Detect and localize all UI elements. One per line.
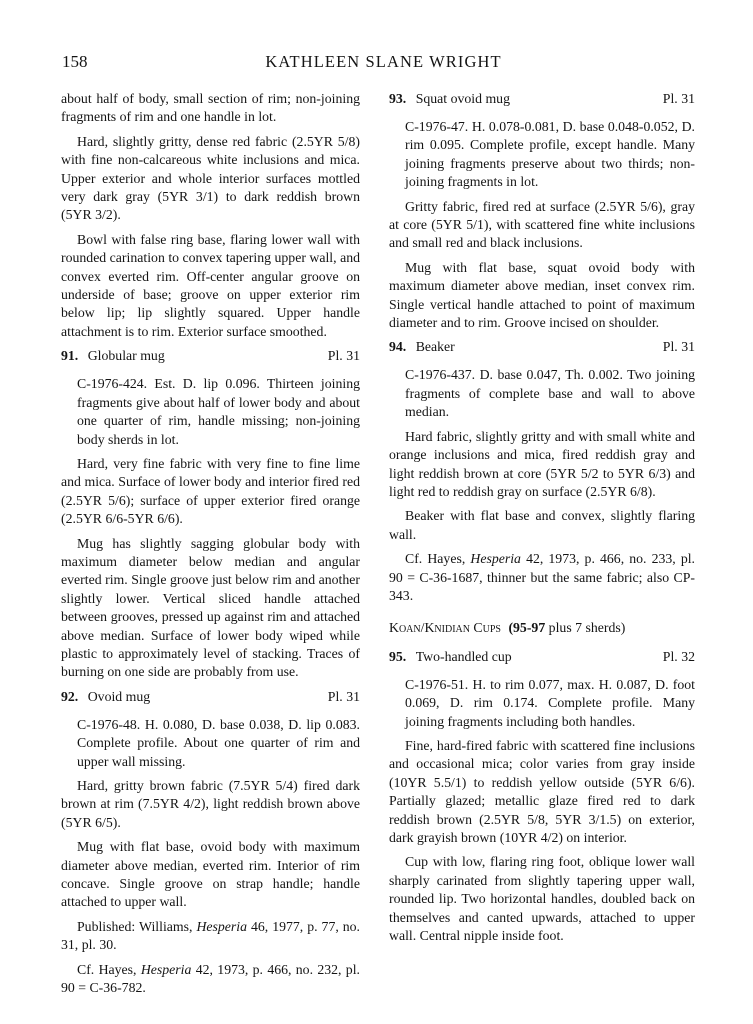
publication-ref: Published: Williams, Hesperia 46, 1977, p. 77, no. 31, pl. 30. (61, 918, 361, 953)
plate-ref: Pl. 31 (327, 348, 360, 364)
plate-ref: Pl. 32 (662, 648, 695, 664)
description-text: Bowl with false ring base, flaring lower wall with rounded carination to convex tapering upper wall, and convex everted rim. Off-center angular groove on underside of base; groove on upper exterior rim below lip; lip slightly squared. Upper handle attachment is to rim. Exterior surface smoothed. (61, 231, 360, 339)
section-note: plus 7 sherds) (545, 620, 626, 636)
entry-title: Squat ovoid mug (415, 91, 510, 106)
left-column (61, 90, 360, 1003)
catalogue-text: C-1976-51. H. to rim 0.077, max. H. 0.087, D. foot 0.069, D. rim 0.174. Complete profile. Many joining fragments including both handles. (405, 676, 695, 729)
description-text: Beaker with flat base and convex, slightly flaring wall. (389, 508, 695, 542)
entry-92-heading (61, 688, 360, 708)
fabric-text: Hard, slightly gritty, dense red fabric (2.5YR 5/8) with fine non-calcareous white inclusions and mica. Upper exterior and whole interior surfaces mottled very dark gray (5YR 3/1) to dark reddish brown (5YR 3/2). (61, 133, 360, 223)
entry-title: Ovoid mug (87, 688, 151, 704)
catalogue-text: C-1976-48. H. 0.080, D. base 0.038, D. lip 0.083. Complete profile. About one quarter of rim and upper wall missing. (77, 716, 360, 769)
journal-title: Hesperia (196, 918, 248, 934)
entry-number: 95. (389, 648, 410, 664)
catalogue-text: about half of body, small section of rim; non-joining fragments of rim and one handle in lot. (61, 91, 360, 125)
entry-title: Two-handled cup (415, 648, 512, 664)
page-number: 158 (62, 52, 88, 71)
fabric-text: Hard fabric, slightly gritty and with small white and orange inclusions and mica, fired reddish gray and light reddish brown at core (5YR 5/2 to 5YR 6/3) and light red to reddish gray on surface (2.5YR 6/8). (389, 428, 695, 499)
entry-91-heading (61, 347, 360, 367)
plate-ref: Pl. 31 (662, 339, 695, 355)
entry-94-heading (389, 338, 695, 358)
page-header (62, 52, 705, 76)
journal-title: Hesperia (140, 961, 192, 977)
description-text: Mug with flat base, squat ovoid body with maximum diameter above median, inset convex rim. Single vertical handle attached to point of maximum diameter and to rim. Groove incised on shoulder. (389, 259, 695, 331)
running-title: KATHLEEN SLANE WRIGHT (265, 52, 502, 71)
comparison-ref: Cf. Hayes, Hesperia 42, 1973, p. 466, no. 233, pl. 90 = C-36-1687, thinner but the same fabric; also CP-343. (389, 551, 695, 603)
catalogue-text: C-1976-437. D. base 0.047, Th. 0.002. Two joining fragments of complete base and wall to above median. (405, 367, 695, 420)
entry-title: Globular mug (87, 348, 165, 364)
entry-number: 92. (61, 688, 82, 704)
description-text: Cup with low, flaring ring foot, oblique lower wall sharply carinated from slightly tapering upper wall, rounded lip. Two horizontal handles, doubled back on themselves and canted upwards, attached to upper wall. Central nipple inside foot. (389, 854, 695, 944)
section-title: Koan/Knidian Cups (389, 620, 501, 636)
journal-title: Hesperia (470, 551, 521, 567)
catalogue-text: C-1976-424. Est. D. lip 0.096. Thirteen joining fragments give about half of lower body and about one quarter of rim, handle missing; non-joining body sherds in lot. (77, 376, 360, 447)
section-heading (389, 619, 695, 637)
catalogue-text: C-1976-47. H. 0.078-0.081, D. base 0.048-0.052, D. rim 0.095. Complete profile, except handle. Many joining fragments preserve about two thirds; non-joining fragments in lot. (405, 119, 695, 190)
comparison-ref: Cf. Hayes, Hesperia 42, 1973, p. 466, no. 232, pl. 90 = C-36-782. (61, 961, 360, 996)
fabric-text: Hard, very fine fabric with very fine to fine lime and mica. Surface of lower body and interior fired red (2.5YR 5/6); surface of upper exterior fired orange (2.5YR 6/6-5YR 6/6). (61, 455, 360, 527)
plate-ref: Pl. 31 (662, 91, 695, 106)
right-column (389, 90, 695, 951)
entry-93-heading (389, 90, 695, 110)
entry-number: 91. (61, 348, 82, 364)
fabric-text: Hard, gritty brown fabric (7.5YR 5/4) fired dark brown at rim (7.5YR 4/2), light reddish brown above (5YR 6/5). (61, 778, 360, 830)
fabric-text: Gritty fabric, fired red at surface (2.5YR 5/6), gray at core (5YR 5/1), with scattered fine white inclusions and small red and black inclusions. (389, 198, 695, 251)
entry-number: 94. (389, 339, 410, 355)
section-range: (95-97 (508, 620, 546, 636)
fabric-text: Fine, hard-fired fabric with scattered fine inclusions and occasional mica; color varies from gray inside (10YR 5.5/1) to reddish yellow outside (5YR 6/6). Partially glazed; metallic glaze fired red to dark reddish brown (2.5YR 5/8, 5YR 3/1.5) on exterior, dark grayish brown (10YR 4/2) on interior. (389, 737, 695, 845)
entry-95-heading (389, 648, 695, 668)
entry-number: 93. (389, 91, 410, 106)
entry-title: Beaker (415, 339, 455, 355)
description-text: Mug has slightly sagging globular body with maximum diameter below median and angular everted rim. Single groove just below rim and another slightly lower. Vertical sliced handle attached between grooves, pressed up against rim and attached above median. Surface of lower body wiped while plastic to approximately level of stacking. Traces of burning on one side are probably from use. (61, 535, 360, 680)
plate-ref: Pl. 31 (327, 688, 360, 704)
description-text: Mug with flat base, ovoid body with maximum diameter above median, everted rim. Interior of rim concave. Single groove on strap handle; handle attached to upper wall. (61, 839, 360, 910)
